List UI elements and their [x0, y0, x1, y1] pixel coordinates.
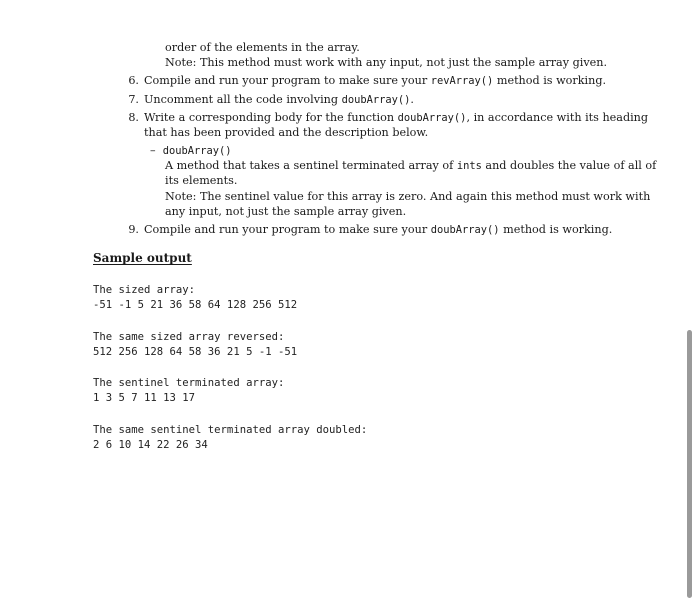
inline-code: revArray()	[430, 75, 494, 87]
item5-text: order of the elements in the array.	[165, 41, 360, 54]
item-text: and doubles the value of all of	[481, 159, 657, 172]
item-text: A method that takes a sentinel terminated array of	[165, 159, 457, 172]
item-text: Write a corresponding body for the function	[144, 111, 398, 124]
item-text: .	[410, 93, 414, 106]
item-number: 6.	[128, 74, 139, 87]
sub-item-description-line2	[165, 173, 237, 188]
item-number: 9.	[128, 223, 139, 236]
sub-item-note-line2	[165, 204, 406, 219]
item-number: 8.	[128, 111, 139, 124]
output-values: 1 3 5 7 11 13 17	[93, 392, 196, 404]
item-text: method is working.	[499, 223, 613, 236]
item-text: its elements.	[165, 174, 238, 187]
inline-code: ints	[456, 160, 482, 172]
item-text: Compile and run your program to make sure your	[144, 74, 431, 87]
output-values: 512 256 128 64 58 36 21 5 -1 -51	[93, 346, 298, 358]
list-item-8	[121, 110, 648, 126]
item-number: 7.	[128, 93, 139, 106]
output-title: The sentinel terminated array:	[93, 377, 285, 389]
output-values: -51 -1 5 21 36 58 64 128 256 512	[93, 299, 298, 311]
item5-continuation	[165, 40, 360, 55]
item-text: method is working.	[493, 74, 607, 87]
output-title: The same sentinel terminated array doubled:	[93, 424, 368, 436]
item-text: Uncomment all the code involving	[144, 93, 342, 106]
list-item-8-line2	[144, 125, 428, 140]
output-title: The sized array:	[93, 284, 196, 296]
list-item-9	[121, 222, 612, 238]
vertical-scrollbar[interactable]	[687, 330, 692, 598]
item-text: that has been provided and the description below.	[144, 126, 429, 139]
list-item-7	[121, 92, 414, 108]
item5-note-text: Note: This method must work with any input, not just the sample array given.	[165, 56, 608, 69]
inline-code: doubArray()	[397, 112, 467, 124]
inline-code: doubArray()	[162, 145, 232, 157]
output-title: The same sized array reversed:	[93, 331, 285, 343]
sub-item-note	[165, 189, 650, 204]
item-text: any input, not just the sample array given.	[165, 205, 407, 218]
inline-code: doubArray()	[341, 94, 411, 106]
sub-item-doubarray	[150, 143, 232, 159]
list-item-6	[121, 73, 606, 89]
item-text: Compile and run your program to make sure your	[144, 223, 431, 236]
inline-code: doubArray()	[430, 224, 500, 236]
sub-item-description	[165, 158, 656, 174]
output-values: 2 6 10 14 22 26 34	[93, 439, 208, 451]
item5-note	[165, 55, 607, 70]
item-text: Note: The sentinel value for this array is zero. And again this method must work with	[165, 190, 651, 203]
dash-bullet: –	[150, 144, 156, 157]
section-heading: Sample output	[93, 251, 192, 265]
item-text: , in accordance with its heading	[466, 111, 649, 124]
